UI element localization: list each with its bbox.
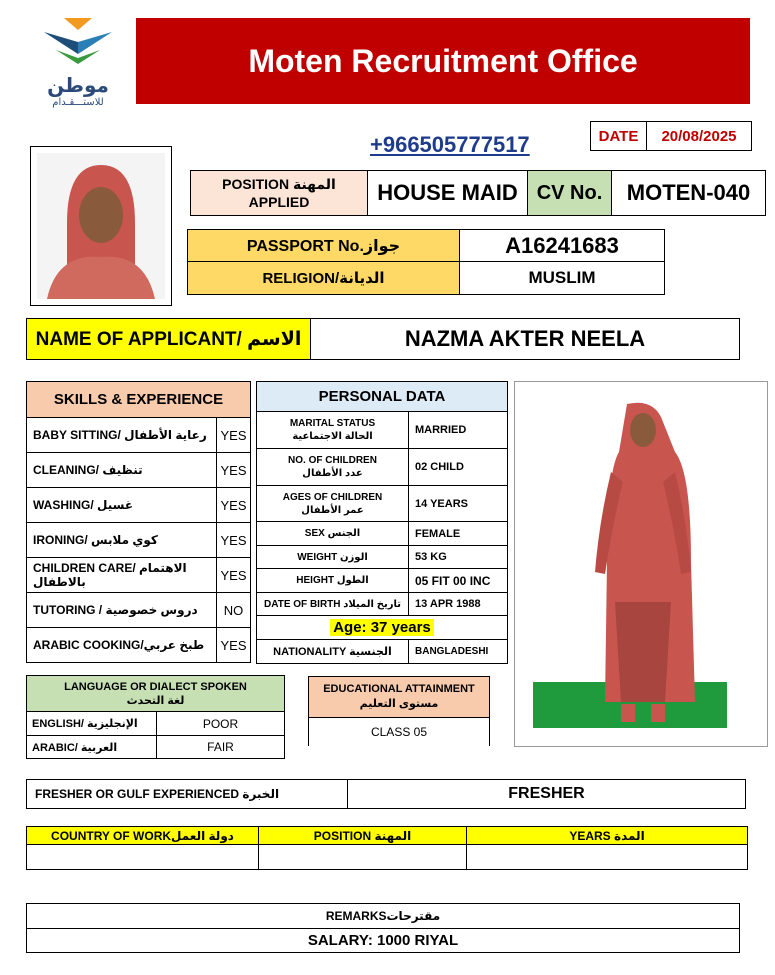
age-cell	[257, 616, 508, 640]
table-row	[27, 488, 251, 523]
remarks-table	[26, 903, 740, 953]
work-years-cell	[467, 845, 748, 870]
table-row	[27, 845, 748, 870]
experience-row	[26, 779, 746, 809]
skill-value: YES	[217, 558, 251, 593]
table-row	[27, 712, 285, 736]
table-row	[257, 593, 508, 616]
experience-value: FRESHER	[508, 785, 585, 802]
education-header: EDUCATIONAL ATTAINMENT مستوى التعليم	[308, 676, 490, 718]
remarks-value: SALARY: 1000 RIYAL	[27, 929, 740, 953]
table-row	[257, 449, 508, 486]
language-label: ARABIC/ العربية	[27, 736, 157, 759]
table-row	[257, 522, 508, 546]
table-row	[27, 593, 251, 628]
table-row	[257, 640, 508, 664]
table-row	[257, 569, 508, 593]
phone-number[interactable]: +966505777517	[370, 132, 530, 157]
full-body-photo	[514, 381, 768, 747]
skill-label: ARABIC COOKING/طبخ عربي	[27, 628, 217, 663]
skill-label: CHILDREN CARE/ الاهتمام بالاطفال	[27, 558, 217, 593]
personal-label: SEX الجنس	[257, 522, 409, 546]
personal-value: 14 YEARS	[409, 486, 508, 522]
skill-label: CLEANING/ تنظيف	[27, 453, 217, 488]
passport-value: A16241683	[505, 232, 619, 258]
applicant-label: NAME OF APPLICANT/ الاسم	[27, 319, 311, 359]
personal-value: 02 CHILD	[409, 449, 508, 486]
age-value: Age: 37 years	[330, 619, 434, 636]
language-value: POOR	[157, 712, 285, 736]
skills-table	[26, 381, 251, 663]
full-body-photo-icon	[515, 382, 767, 746]
position-label: POSITION المهنة APPLIED	[191, 171, 368, 215]
cv-label: CV No.	[528, 171, 612, 215]
passport-photo	[30, 146, 172, 306]
skill-value: YES	[217, 453, 251, 488]
date-value: 20/08/2025	[661, 127, 737, 145]
personal-value: FEMALE	[409, 522, 508, 546]
skill-value: NO	[217, 593, 251, 628]
personal-label: WEIGHT الوزن	[257, 546, 409, 569]
personal-value: 13 APR 1988	[409, 593, 508, 616]
applicant-name: NAZMA AKTER NEELA	[404, 326, 646, 351]
language-value: FAIR	[157, 736, 285, 759]
remarks-label: REMARKSمقترحات	[27, 904, 740, 929]
table-row	[27, 453, 251, 488]
education-value: CLASS 05	[308, 718, 490, 746]
personal-value: 53 KG	[409, 546, 508, 569]
portrait-photo-icon	[37, 153, 165, 299]
personal-value: MARRIED	[409, 412, 508, 449]
table-row	[27, 558, 251, 593]
cv-value: MOTEN-040	[626, 180, 751, 205]
personal-label: NO. OF CHILDREN عدد الأطفال	[257, 449, 409, 486]
skill-value: YES	[217, 488, 251, 523]
language-label: ENGLISH/ الإنجليزية	[27, 712, 157, 736]
skill-label: WASHING/ غسيل	[27, 488, 217, 523]
passport-label: PASSPORT No.جواز	[188, 230, 460, 261]
nationality-value: BANGLADESHI	[409, 640, 508, 664]
language-header: LANGUAGE OR DIALECT SPOKEN لغة التحدث	[27, 676, 285, 712]
table-row	[257, 486, 508, 522]
personal-label: DATE OF BIRTH تاريخ الميلاد	[257, 593, 409, 616]
religion-label: RELIGION/الديانة	[188, 262, 460, 294]
work-position-cell	[259, 845, 467, 870]
personal-value: 05 FIT 00 INC	[409, 569, 508, 593]
applicant-row	[26, 318, 740, 360]
language-table	[26, 675, 285, 759]
personal-data-table	[256, 381, 508, 664]
skill-value: YES	[217, 628, 251, 663]
table-row	[257, 546, 508, 569]
table-row	[27, 523, 251, 558]
personal-label: AGES OF CHILDREN عمر الأطفال	[257, 486, 409, 522]
logo-mark-icon	[36, 14, 120, 70]
position-row	[190, 170, 766, 216]
work-country-cell	[27, 845, 259, 870]
religion-value: MUSLIM	[528, 268, 596, 287]
education-box	[308, 676, 490, 746]
title-banner	[136, 18, 750, 104]
passport-table	[187, 229, 665, 295]
table-row	[27, 628, 251, 663]
nationality-label: NATIONALITY الجنسية	[257, 640, 409, 664]
date-label: DATE	[591, 122, 647, 150]
page-title: Moten Recruitment Office	[248, 42, 638, 79]
personal-header: PERSONAL DATA	[257, 382, 508, 412]
position-value: HOUSE MAID	[368, 171, 528, 215]
skills-header: SKILLS & EXPERIENCE	[27, 382, 251, 418]
table-row	[257, 412, 508, 449]
skill-value: YES	[217, 418, 251, 453]
skill-label: IRONING/ كوي ملابس	[27, 523, 217, 558]
skill-label: BABY SITTING/ رعاية الأطفال	[27, 418, 217, 453]
personal-label: HEIGHT الطول	[257, 569, 409, 593]
skill-value: YES	[217, 523, 251, 558]
skill-label: TUTORING / دروس خصوصية	[27, 593, 217, 628]
experience-label: FRESHER OR GULF EXPERIENCED الخبرة	[27, 780, 348, 808]
logo-arabic-text: موطن	[47, 75, 109, 97]
work-position-header: POSITION المهنة	[259, 827, 467, 845]
table-row	[27, 418, 251, 453]
work-country-header: COUNTRY OF WORKدولة العمل	[27, 827, 259, 845]
date-box	[590, 121, 752, 151]
table-row	[27, 736, 285, 759]
company-logo	[36, 14, 120, 114]
personal-label: MARITAL STATUS الحالة الاجتماعية	[257, 412, 409, 449]
logo-sub-text: للاستـــقـدام	[52, 97, 104, 108]
work-years-header: YEARS المدة	[467, 827, 748, 845]
work-history-table	[26, 826, 748, 870]
